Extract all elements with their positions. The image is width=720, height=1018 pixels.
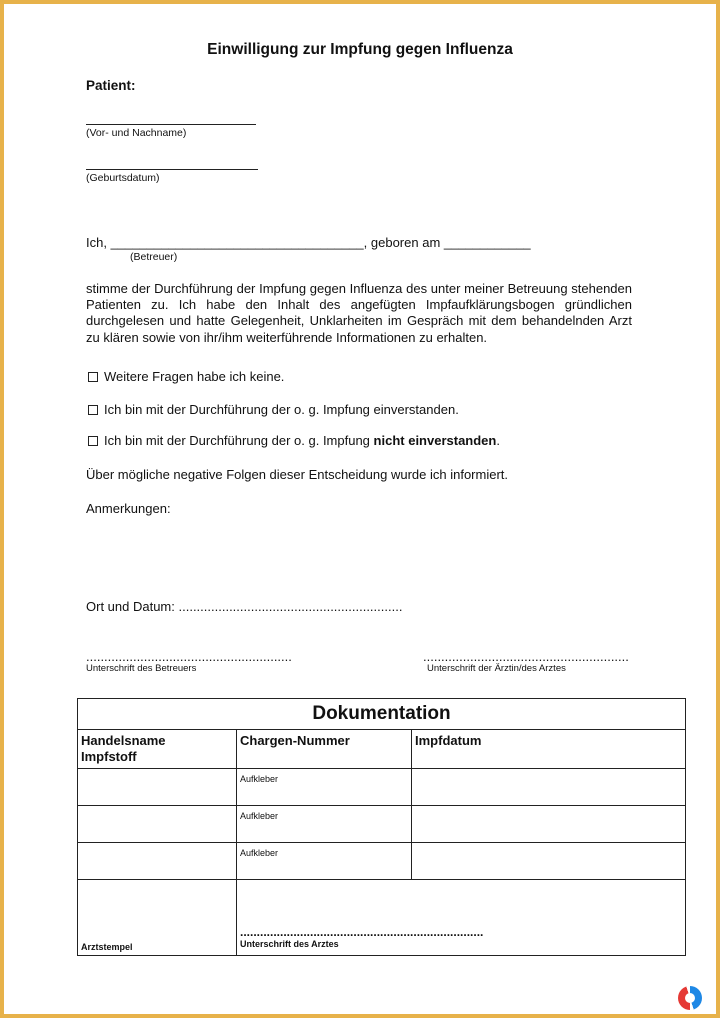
header-vaccine-name: [78, 730, 237, 769]
doctor-signature-caption: Unterschrift des Arztes: [240, 939, 339, 949]
header-vaccination-date: Impfdatum: [412, 730, 686, 769]
option-no-questions[interactable]: [88, 369, 284, 384]
guardian-birthdate-line[interactable]: ____________: [443, 235, 531, 250]
patient-name-caption: (Vor- und Nachname): [86, 127, 187, 139]
betreuer-caption: (Betreuer): [130, 251, 178, 263]
guardian-sentence: [86, 235, 531, 250]
consequences-text: Über mögliche negative Folgen dieser Entscheidung wurde ich informiert.: [86, 467, 508, 482]
sticker-cell[interactable]: Aufkleber: [237, 806, 412, 843]
place-date-field[interactable]: ..............................................................: [178, 599, 403, 614]
doctor-signature-cell[interactable]: [237, 880, 686, 956]
patient-name-line[interactable]: [86, 123, 256, 125]
sticker-cell[interactable]: Aufkleber: [237, 843, 412, 880]
checkbox-icon[interactable]: [88, 436, 98, 446]
option-label: Ich bin mit der Durchführung der o. g. Impfung: [104, 433, 370, 448]
patient-birthdate-caption: (Geburtsdatum): [86, 172, 160, 184]
patient-birthdate-line[interactable]: [86, 168, 258, 170]
table-row: [78, 806, 686, 843]
header-batch-number: Chargen-Nummer: [237, 730, 412, 769]
option-suffix: .: [496, 433, 500, 448]
option-consent[interactable]: [88, 402, 459, 417]
option-no-consent[interactable]: [88, 433, 500, 448]
form-title: Einwilligung zur Impfung gegen Influenza: [207, 41, 513, 58]
date-cell[interactable]: [412, 769, 686, 806]
guardian-signature-field[interactable]: .........................................................: [86, 649, 292, 664]
date-cell[interactable]: [412, 843, 686, 880]
option-label: Weitere Fragen habe ich keine.: [104, 369, 285, 384]
option-label: Ich bin mit der Durchführung der o. g. Impfung einverstanden.: [104, 402, 459, 417]
table-row: [78, 769, 686, 806]
checkbox-icon[interactable]: [88, 405, 98, 415]
doctor-stamp-cell[interactable]: [78, 880, 237, 956]
geboren-text: geboren am: [370, 235, 441, 250]
ich-prefix: Ich,: [86, 235, 107, 250]
guardian-signature-label: Unterschrift des Betreuers: [86, 663, 197, 674]
doctor-signature-label: Unterschrift der Ärztin/des Arztes: [427, 663, 566, 674]
brand-logo-icon: [678, 986, 702, 1010]
place-date-label: Ort und Datum:: [86, 599, 175, 614]
guardian-name-line[interactable]: ___________________________________,: [110, 235, 368, 250]
remarks-label: Anmerkungen:: [86, 501, 171, 516]
header-handelsname: Handelsname: [81, 733, 166, 748]
place-date-row: [86, 599, 402, 614]
doctor-signature-field[interactable]: .........................................................: [423, 649, 629, 664]
header-impfstoff: Impfstoff: [81, 749, 137, 764]
documentation-table: [77, 698, 686, 956]
doctor-signature-dots: .........................................................................: [240, 925, 484, 939]
vaccine-name-cell[interactable]: [78, 806, 237, 843]
documentation-title: Dokumentation: [78, 699, 686, 730]
option-bold-text: nicht einverstanden: [373, 433, 497, 448]
consent-paragraph: stimme der Durchführung der Impfung gegen Influenza des unter meiner Betreuung stehenden Patienten zu. Ich habe den Inhalt des angefügten Impfaufklärungsbogen gründlichen durchgelesen und hatte Gelegenheit, Unklarheiten im Gespräch mit dem behandelnden Arzt zu klären sowie von ihr/ihm weiterführende Informationen zu erhalten.: [86, 281, 632, 345]
patient-label: Patient:: [86, 78, 136, 93]
date-cell[interactable]: [412, 806, 686, 843]
stamp-label: Arztstempel: [81, 942, 133, 952]
vaccine-name-cell[interactable]: [78, 769, 237, 806]
checkbox-icon[interactable]: [88, 372, 98, 382]
vaccine-name-cell[interactable]: [78, 843, 237, 880]
table-row: [78, 843, 686, 880]
sticker-cell[interactable]: Aufkleber: [237, 769, 412, 806]
